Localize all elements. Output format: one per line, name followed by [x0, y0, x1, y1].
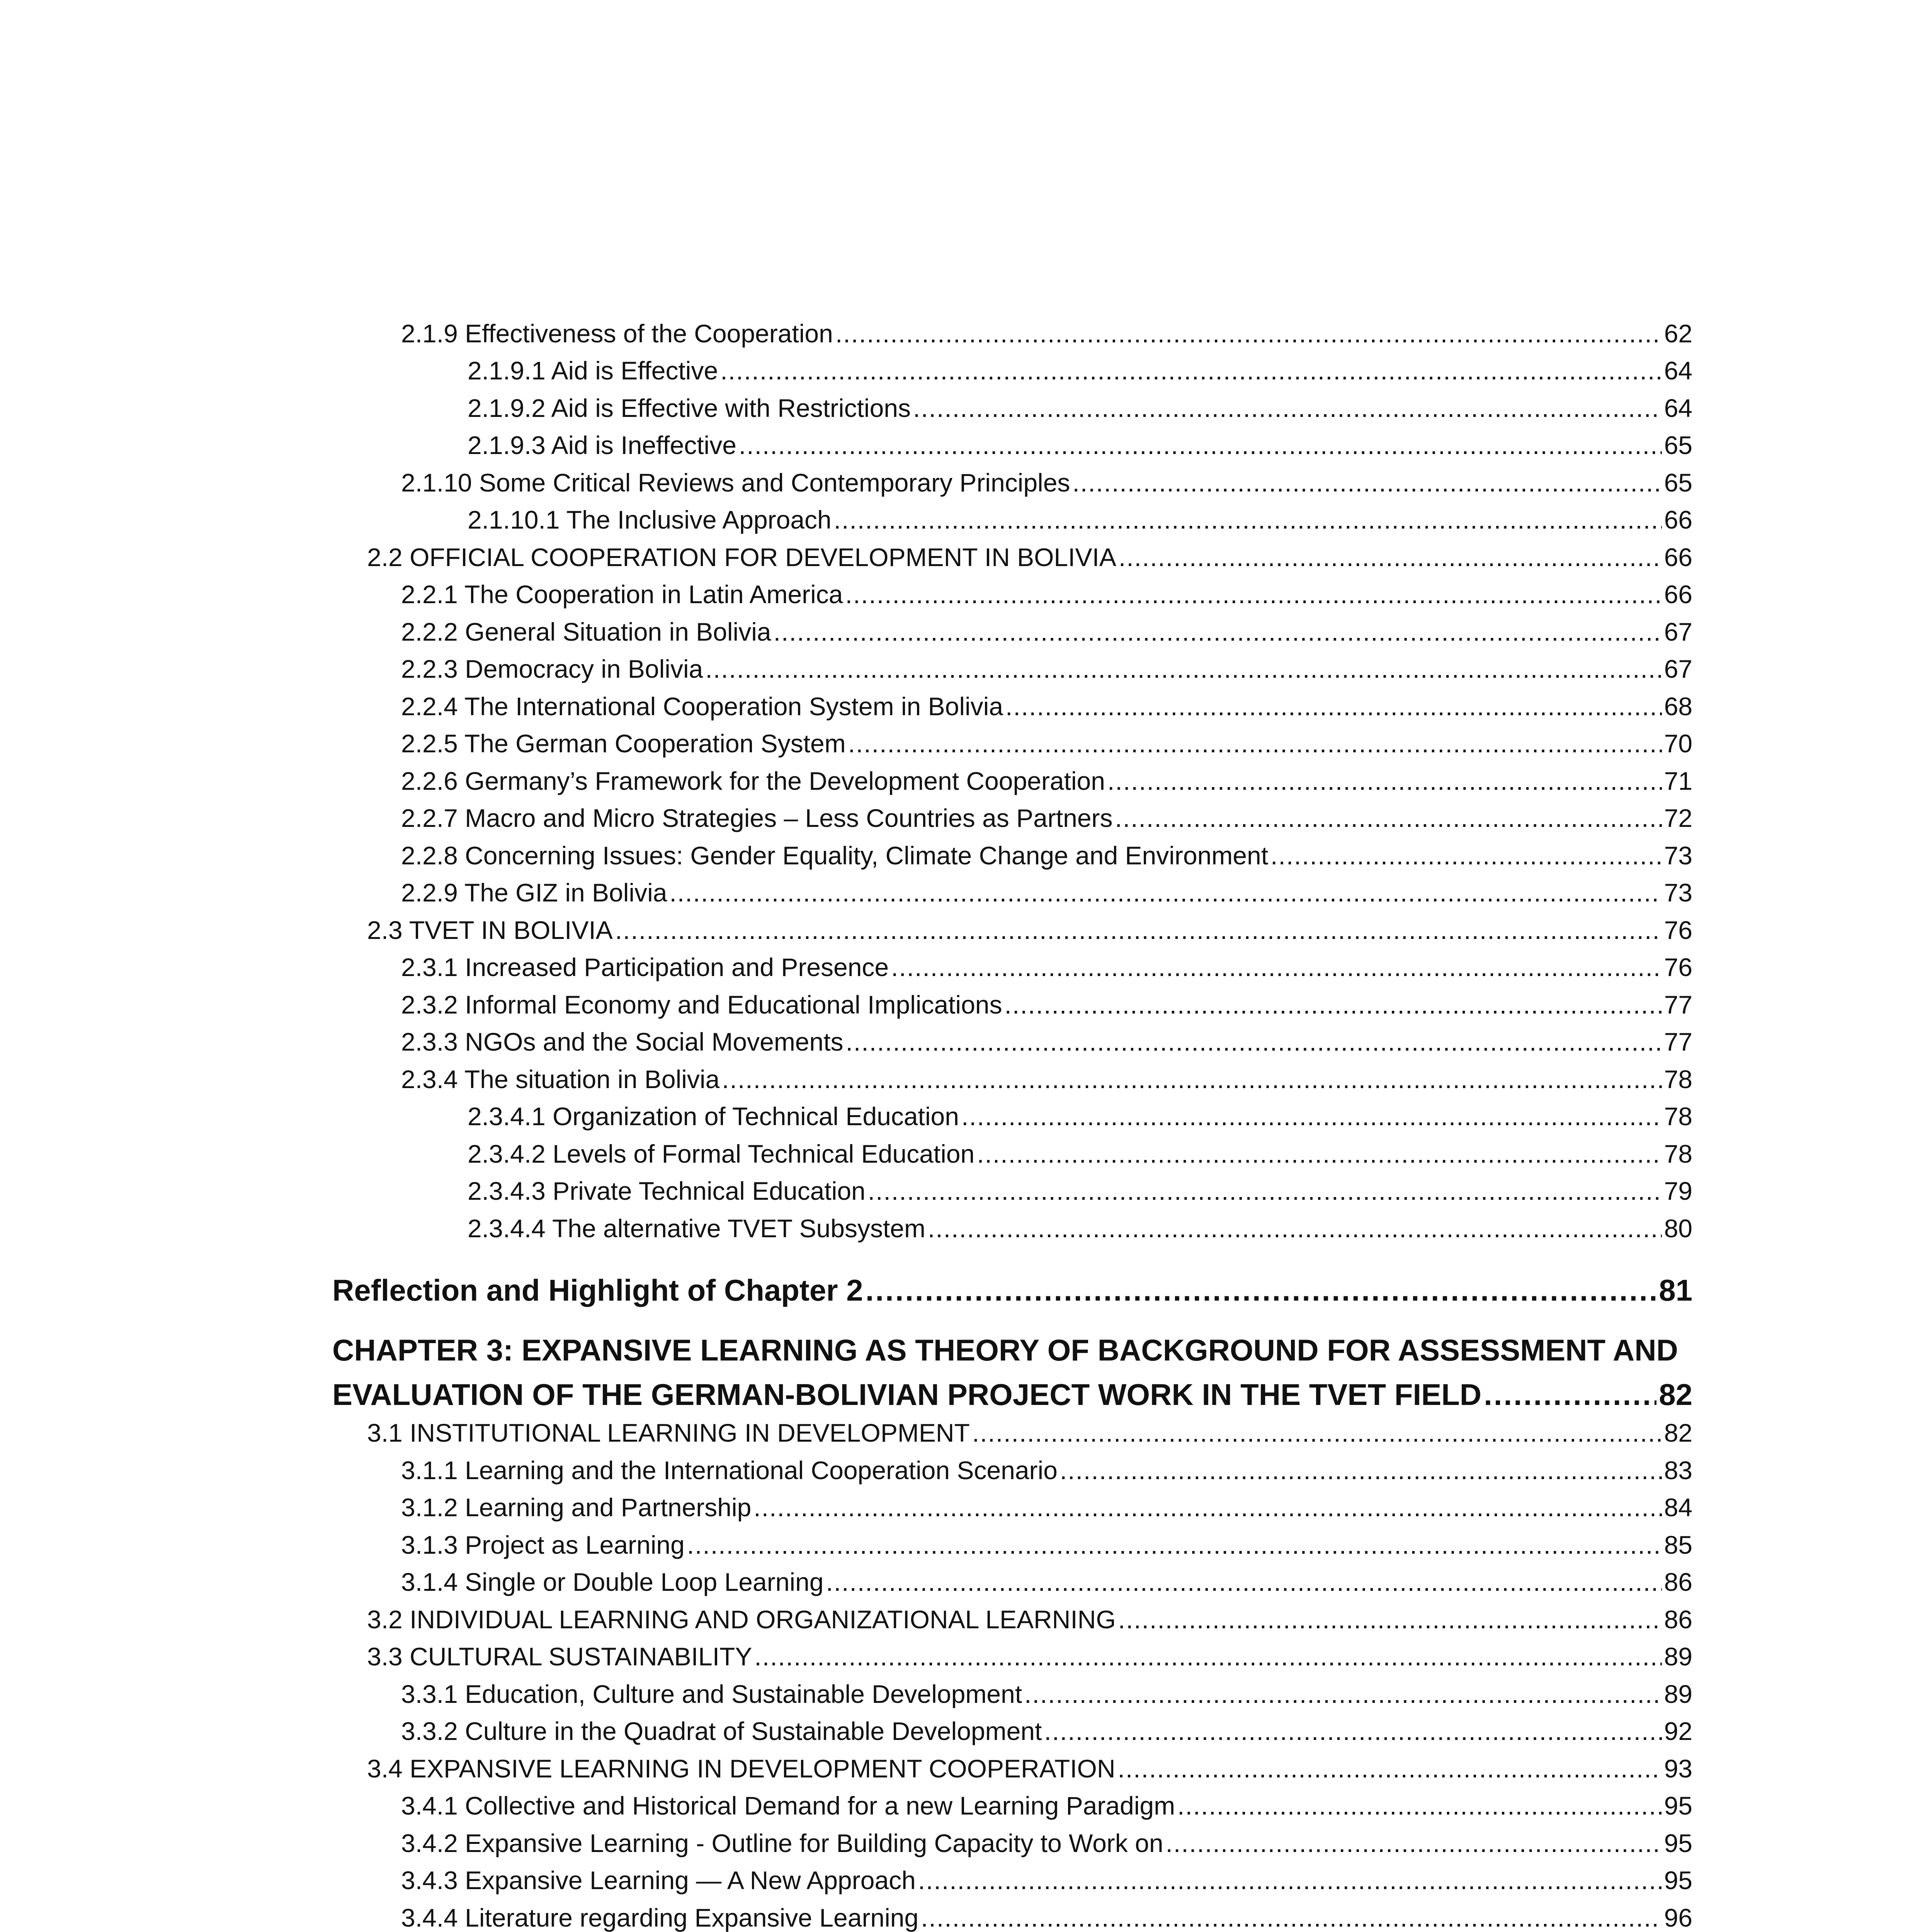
toc-entry-title: 2.2.1 The Cooperation in Latin America — [401, 580, 843, 609]
dot-leader — [921, 1905, 1662, 1930]
toc-entry-page: 95 — [1664, 1829, 1692, 1857]
dot-leader — [1270, 843, 1662, 868]
dot-leader — [834, 507, 1662, 532]
toc-entry-title: 2.2.5 The German Cooperation System — [401, 729, 846, 758]
dot-leader — [918, 1867, 1662, 1893]
toc-entry[interactable] — [367, 1420, 1692, 1446]
toc-entry-title: 2.2.2 General Situation in Bolivia — [401, 617, 771, 646]
toc-entry-title: 2.3.4.3 Private Technical Education — [468, 1177, 866, 1205]
toc-entry-page: 72 — [1664, 804, 1692, 832]
toc-entry[interactable] — [401, 843, 1692, 868]
toc-entry[interactable] — [401, 805, 1692, 831]
toc-entry-title: 2.2.4 The International Cooperation System in Bolivia — [401, 692, 1003, 721]
toc-entry-page: 77 — [1664, 990, 1692, 1019]
toc-entry[interactable] — [401, 1867, 1692, 1893]
toc-entry-page: 82 — [1664, 1418, 1692, 1447]
toc-entry-page: 77 — [1664, 1027, 1692, 1056]
toc-entry-title: 3.1.4 Single or Double Loop Learning — [401, 1568, 824, 1596]
toc-entry[interactable] — [468, 1141, 1692, 1167]
toc-entry[interactable] — [401, 1905, 1692, 1930]
toc-entry-title: 2.3.4 The situation in Bolivia — [401, 1065, 720, 1094]
toc-entry-page: 84 — [1664, 1493, 1692, 1522]
toc-entry-page: 78 — [1664, 1102, 1692, 1131]
dot-leader — [1044, 1718, 1662, 1744]
toc-entry[interactable] — [401, 694, 1692, 719]
dot-leader — [1005, 992, 1662, 1017]
toc-entry-title: 2.1.9.3 Aid is Ineffective — [468, 431, 736, 459]
dot-leader — [1115, 805, 1662, 831]
toc-entry[interactable] — [401, 656, 1692, 682]
toc-entry[interactable] — [468, 1104, 1692, 1129]
toc-entry-page: 81 — [1659, 1273, 1692, 1307]
toc-entry-page: 78 — [1664, 1065, 1692, 1094]
toc-entry-page: 67 — [1664, 617, 1692, 646]
toc-entry-page: 76 — [1664, 953, 1692, 981]
toc-entry-title: 2.3 TVET IN BOLIVIA — [367, 916, 613, 944]
toc-entry-title: 2.2.8 Concerning Issues: Gender Equality, Climate Change and Environment — [401, 841, 1269, 870]
toc-entry-title: 2.2.7 Macro and Micro Strategies – Less Countries as Partners — [401, 804, 1113, 832]
dot-leader — [826, 1569, 1662, 1595]
toc-chapter-entry[interactable] — [332, 1275, 1692, 1305]
dot-leader — [739, 432, 1662, 458]
toc-entry-page: 78 — [1664, 1139, 1692, 1168]
dot-leader — [928, 1216, 1662, 1241]
toc-entry-page: 64 — [1664, 394, 1692, 422]
toc-entry-page: 73 — [1664, 841, 1692, 870]
dot-leader — [1118, 1756, 1662, 1781]
toc-entry-title: 2.3.1 Increased Participation and Presence — [401, 953, 889, 981]
dot-leader — [1107, 768, 1662, 794]
toc-entry[interactable] — [468, 358, 1692, 383]
toc-entry[interactable] — [401, 954, 1692, 980]
toc-entry-page: 96 — [1664, 1903, 1692, 1932]
dot-leader — [868, 1178, 1662, 1204]
toc-entry[interactable] — [401, 1830, 1692, 1856]
toc-entry-title: 2.1.9.1 Aid is Effective — [468, 356, 718, 385]
dot-leader — [846, 1029, 1662, 1054]
toc-entry-page: 68 — [1664, 692, 1692, 721]
toc-entry[interactable] — [401, 1718, 1692, 1744]
toc-entry-page: 95 — [1664, 1791, 1692, 1820]
toc-entry-title: 3.3.2 Culture in the Quadrat of Sustainable Development — [401, 1717, 1042, 1745]
toc-entry-page: 65 — [1664, 468, 1692, 497]
toc-entry-title: 2.3.4.1 Organization of Technical Education — [468, 1102, 959, 1131]
dot-leader — [848, 731, 1662, 756]
dot-leader — [774, 619, 1662, 645]
dot-leader — [1024, 1681, 1662, 1707]
dot-leader — [720, 358, 1662, 383]
dot-leader — [669, 880, 1662, 905]
toc-entry-title: 3.4.4 Literature regarding Expansive Learning — [401, 1903, 919, 1932]
toc-entry-page: 89 — [1664, 1680, 1692, 1708]
toc-entry-title: 3.4.1 Collective and Historical Demand for a new Learning Paradigm — [401, 1791, 1175, 1820]
toc-entry[interactable] — [401, 992, 1692, 1017]
toc-entry[interactable] — [401, 1066, 1692, 1092]
toc-entry-page: 73 — [1664, 878, 1692, 907]
toc-entry-title: 3.3 CULTURAL SUSTAINABILITY — [367, 1642, 752, 1671]
toc-entry[interactable] — [468, 1216, 1692, 1241]
toc-entry[interactable] — [468, 395, 1692, 421]
toc-entry[interactable] — [401, 1681, 1692, 1707]
toc-entry[interactable] — [401, 1569, 1692, 1595]
dot-leader — [687, 1532, 1662, 1558]
toc-entry-page: 66 — [1664, 580, 1692, 609]
toc-entry[interactable] — [367, 544, 1692, 570]
toc-chapter-heading[interactable]: CHAPTER 3: EXPANSIVE LEARNING AS THEORY OF BACKGROUND FOR ASSESSMENT AND — [332, 1333, 1678, 1367]
toc-entry-page: 82 — [1659, 1378, 1692, 1412]
dot-leader — [722, 1066, 1662, 1092]
toc-entry[interactable] — [367, 1607, 1692, 1632]
toc-entry-title: 2.1.10.1 The Inclusive Approach — [468, 505, 832, 534]
toc-entry-title: EVALUATION OF THE GERMAN-BOLIVIAN PROJECT WORK IN THE TVET FIELD — [332, 1378, 1482, 1412]
toc-entry[interactable] — [468, 507, 1692, 532]
toc-entry[interactable] — [401, 321, 1692, 346]
dot-leader — [913, 395, 1662, 421]
toc-entry-title: 3.4 EXPANSIVE LEARNING IN DEVELOPMENT COOPERATION — [367, 1754, 1116, 1783]
dot-leader — [1005, 694, 1662, 719]
toc-entry-page: 62 — [1664, 319, 1692, 348]
toc-entry-page: 70 — [1664, 729, 1692, 758]
dot-leader — [1119, 544, 1662, 570]
toc-entry-page: 85 — [1664, 1531, 1692, 1559]
toc-entry[interactable] — [401, 731, 1692, 756]
toc-entry-title: 2.2.9 The GIZ in Bolivia — [401, 878, 667, 907]
toc-entry-title: 2.1.9 Effectiveness of the Cooperation — [401, 319, 833, 348]
toc-entry-title: 2.3.2 Informal Economy and Educational Implications — [401, 990, 1002, 1019]
toc-entry-title: 3.1.3 Project as Learning — [401, 1531, 685, 1559]
toc-entry-page: 65 — [1664, 431, 1692, 459]
toc-entry-page: 89 — [1664, 1642, 1692, 1671]
toc-entry[interactable] — [401, 1532, 1692, 1558]
toc-entry[interactable] — [401, 582, 1692, 607]
toc-entry-title: 3.4.2 Expansive Learning - Outline for Building Capacity to Work on — [401, 1829, 1163, 1857]
toc-entry-title: 3.1 INSTITUTIONAL LEARNING IN DEVELOPMENT — [367, 1418, 970, 1447]
toc-entry-page: 66 — [1664, 505, 1692, 534]
toc-entry[interactable] — [367, 1756, 1692, 1781]
toc-entry-title: 3.1.1 Learning and the International Cooperation Scenario — [401, 1456, 1058, 1485]
dot-leader — [977, 1141, 1662, 1167]
toc-entry-page: 86 — [1664, 1605, 1692, 1634]
toc-entry-title: 3.4.3 Expansive Learning — A New Approach — [401, 1866, 916, 1895]
toc-entry[interactable] — [401, 1793, 1692, 1818]
toc-entry-title: 3.3.1 Education, Culture and Sustainable Development — [401, 1680, 1022, 1708]
toc-entry[interactable] — [468, 432, 1692, 458]
toc-entry-title: 2.2.3 Democracy in Bolivia — [401, 655, 703, 683]
dot-leader — [845, 582, 1662, 607]
toc-entry-title: 2.2 OFFICIAL COOPERATION FOR DEVELOPMENT IN BOLIVIA — [367, 543, 1116, 571]
toc-entry[interactable] — [401, 1458, 1692, 1483]
dot-leader — [754, 1644, 1662, 1669]
toc-entry[interactable] — [401, 880, 1692, 905]
dot-leader — [1118, 1607, 1662, 1632]
toc-entry-page: 83 — [1664, 1456, 1692, 1485]
toc-entry[interactable] — [468, 1178, 1692, 1204]
dot-leader — [1060, 1458, 1662, 1483]
toc-entry-title: 3.2 INDIVIDUAL LEARNING AND ORGANIZATIONAL LEARNING — [367, 1605, 1116, 1634]
toc-entry[interactable] — [367, 917, 1692, 943]
toc-entry-page: 86 — [1664, 1568, 1692, 1596]
dot-leader — [615, 917, 1662, 943]
toc-entry[interactable] — [367, 1644, 1692, 1669]
toc-chapter-entry[interactable] — [332, 1379, 1692, 1410]
dot-leader — [753, 1495, 1662, 1520]
toc-entry[interactable] — [401, 768, 1692, 794]
toc-entry[interactable] — [401, 1495, 1692, 1520]
toc-entry-title: 2.1.10 Some Critical Reviews and Contemporary Principles — [401, 468, 1070, 497]
dot-leader — [1177, 1793, 1662, 1818]
dot-leader — [961, 1104, 1662, 1129]
toc-entry-page: 67 — [1664, 655, 1692, 683]
dot-leader — [705, 656, 1662, 682]
dot-leader — [835, 321, 1662, 346]
toc-entry[interactable] — [401, 470, 1692, 495]
toc-entry-page: 79 — [1664, 1177, 1692, 1205]
toc-entry-page: 64 — [1664, 356, 1692, 385]
dot-leader — [866, 1275, 1657, 1305]
dot-leader — [1166, 1830, 1662, 1856]
toc-entry-title: 2.1.9.2 Aid is Effective with Restrictions — [468, 394, 911, 422]
toc-entry[interactable] — [401, 619, 1692, 645]
dot-leader — [972, 1420, 1662, 1446]
toc-entry[interactable] — [401, 1029, 1692, 1054]
toc-entry-page: 80 — [1664, 1214, 1692, 1243]
dot-leader — [1484, 1379, 1656, 1410]
toc-entry-title: 2.2.6 Germany’s Framework for the Development Cooperation — [401, 767, 1105, 795]
toc-entry-page: 93 — [1664, 1754, 1692, 1783]
toc-entry-page: 76 — [1664, 916, 1692, 944]
toc-entry-title: Reflection and Highlight of Chapter 2 — [332, 1273, 863, 1307]
toc-entry-title: 2.3.4.4 The alternative TVET Subsystem — [468, 1214, 925, 1243]
toc-entry-page: 66 — [1664, 543, 1692, 571]
dot-leader — [891, 954, 1662, 980]
toc-entry-page: 95 — [1664, 1866, 1692, 1895]
toc-entry-page: 92 — [1664, 1717, 1692, 1745]
toc-entry-title: 2.3.3 NGOs and the Social Movements — [401, 1027, 844, 1056]
toc-entry-title: 2.3.4.2 Levels of Formal Technical Education — [468, 1139, 975, 1168]
toc-entry-title: 3.1.2 Learning and Partnership — [401, 1493, 752, 1522]
toc-entry-page: 71 — [1664, 767, 1692, 795]
dot-leader — [1072, 470, 1662, 495]
